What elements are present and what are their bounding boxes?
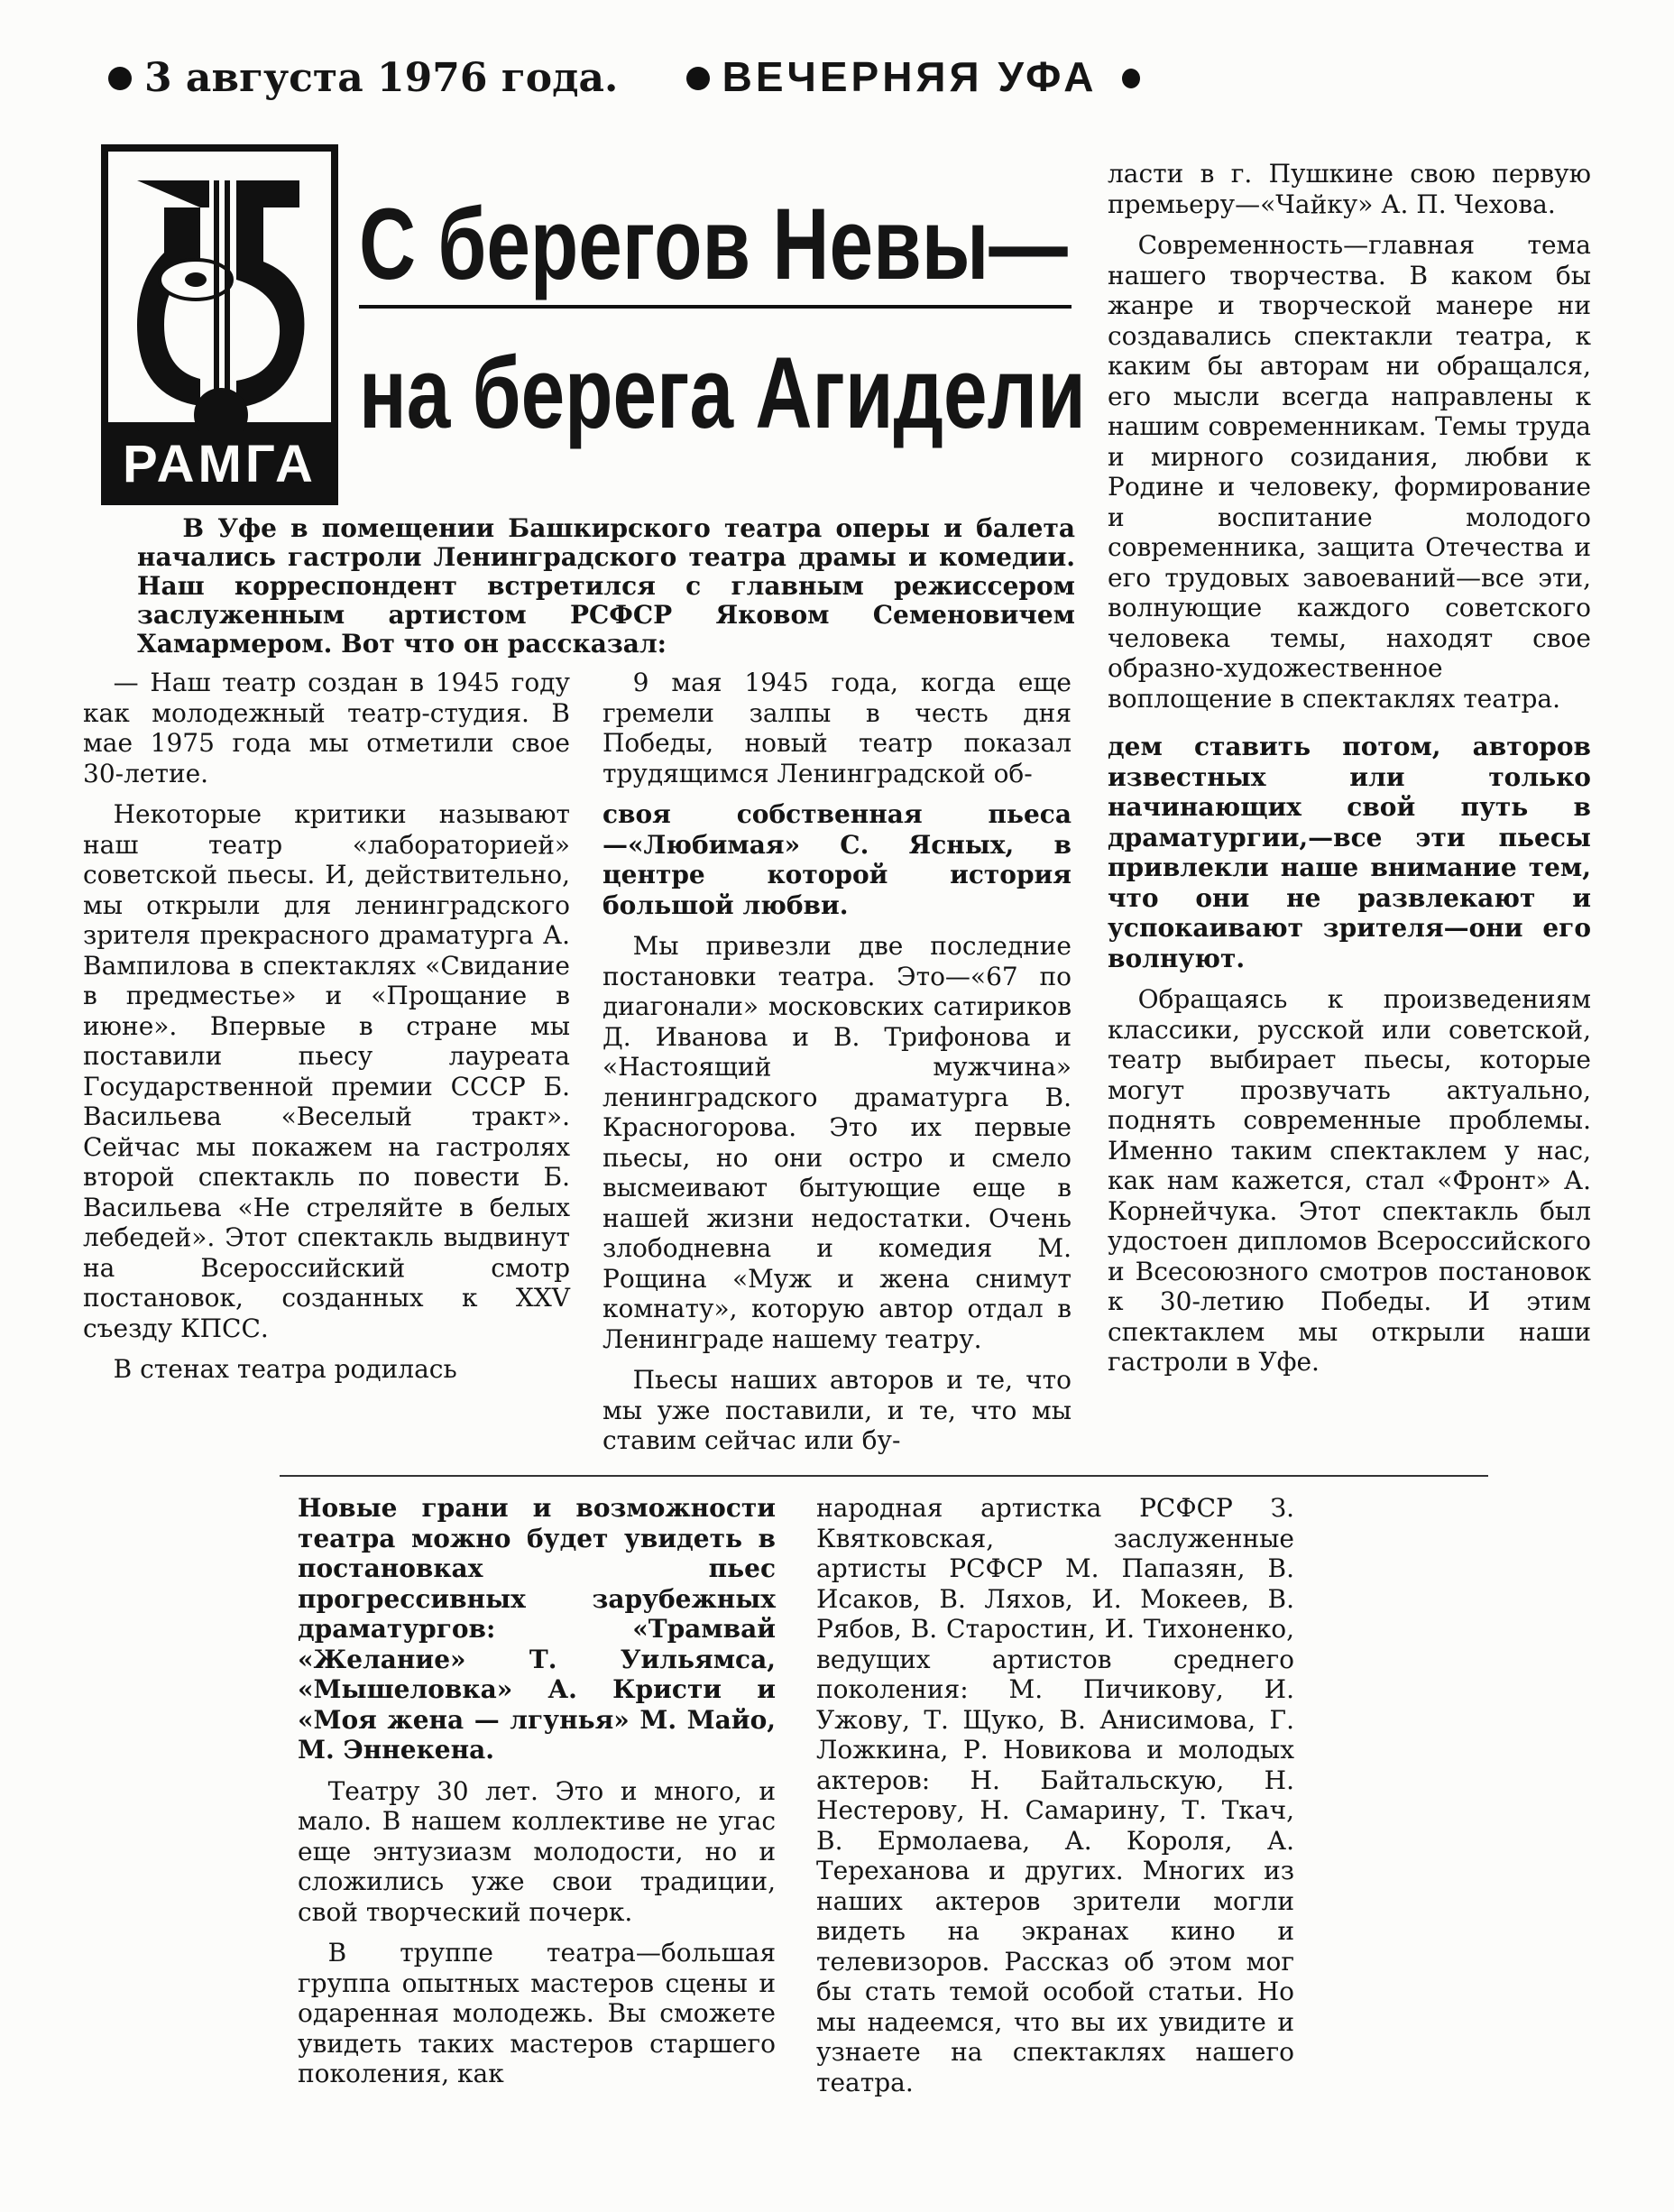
issue-date: 3 августа 1976 года. [144,55,619,101]
article-column-2 [602,668,1072,1467]
paragraph: народная артистка РСФСР З. Квятковская, заслуженные артисты РСФСР М. Папазян, В. Исаков, В. Ляхов, И. Мокеев, В. Рябов, В. Старостин, И. Тихоненко, ведущих артистов среднего поколения: М. Пичикову, И. Ужову, Т. Щуко, В. Анисимова, Г. Ложкина, Р. Новикова и молодых актеров: Н. Байтальскую, Н. Нестерову, Н. Самарину, Т. Ткач, В. Ермолаева, А. Короля, А. Тереханова и других. Многих из наших актеров зрители могли видеть на экранах кино и телевизоров. Рассказ об этом мог бы стать темой особой статьи. Но мы надеемся, что вы их увидите и узнаете на спектаклях нашего театра. [816,1493,1294,2097]
paragraph: Мы привезли две последние постановки театра. Это—«67 по диагонали» московских сатириков Д. Иванова и В. Трифонова и «Настоящий мужчина» ленинградского драматурга В. Красногорова. Это их первые пьесы, но они остро и смело высмеивают бытующие еще в нашей жизни недостатки. Очень злободневна и комедия М. Рощина «Муж и жена снимут комнату», которую автор отдал в Ленинграде нашему театру. [602,931,1072,1354]
article-column-3 [1108,159,1591,1388]
headline-rule [359,305,1072,309]
article-column-5 [816,1493,1294,2108]
article-column-1 [83,668,570,1396]
headline-line-1: С берегов Невы— [359,188,1068,300]
paragraph: В стенах театра родилась [113,1354,457,1384]
paragraph: Театру 30 лет. Это и много, и мало. В нашем коллективе не угас еще энтузиазм молодости, но и сложились уже свои традиции, свой творческий почерк. [298,1775,776,1927]
paragraph: ласти в г. Пушкине свою первую премьеру—«Чайку» А. П. Чехова. [1108,159,1591,219]
article-column-4 [298,1493,776,2100]
headline-line-2: на берега Агидели [359,336,1086,449]
lead-text: В Уфе в помещении Башкирского театра оперы и балета начались гастроли Ленинградского театра драмы и комедии. Наш корреспондент встретился с главным режиссером заслуженным артистом РСФСР Яковом Семеновичем Хамармером. Вот что он рассказал: [137,513,1075,659]
bullet-icon [686,67,710,90]
bullet-icon [108,67,132,90]
paragraph: — Наш театр создан в 1945 году как молодежный театр-студия. В мае 1975 года мы отметили свое 30-летие. [83,668,570,788]
theatre-logo [101,144,338,505]
paragraph: Современность—главная тема нашего творчества. В каком бы жанре и творческой манере ни создавались спектакли театра, к каким бы авторам ни обращался, его мысли всегда направлены к нашим современникам. Темы труда и мирного созидания, любви к Родине и человеку, формирование и воспитание молодого современника, защита Отечества и его трудовых завоеваний—все эти, волнующие каждого советского человека темы, находят свое образно-художественное воплощение в спектаклях театра. [1108,230,1591,714]
paragraph: 9 мая 1945 года, когда еще гремели залпы в честь дня Победы, новый театр показал трудящимся Ленинградской об- [602,668,1072,788]
paragraph: Обращаясь к произведениям классики, русской или советской, театр выбирает пьесы, которые могут прозвучать актуально, поднять современные проблемы. Именно таким спектаклем у нас, как нам кажется, стал «Фронт» А. Корнейчука. Этот спектакль был удостоен дипломов Всероссийского и Всесоюзного смотров постановок к 30-летию Победы. И этим спектаклем мы открыли наши гастроли в Уфе. [1108,984,1591,1377]
lead-paragraph [137,514,1075,659]
paragraph: Новые грани и возможности театра можно будет увидеть в постановках пьес прогрессивных зарубежных драматургов: «Трамвай «Желание» Т. Уильямса, «Мышеловка» А. Кристи и «Моя жена — лгунья» М. Майо, М. Эннекена. [298,1493,776,1765]
bullet-icon [1122,69,1140,88]
paragraph: В труппе театра—большая группа опытных мастеров сцены и одаренная молодежь. Вы сможете увидеть таких мастеров старшего поколения, как [298,1938,776,2088]
paragraph: Пьесы наших авторов и те, что мы уже поставили, и те, что мы ставим сейчас или бу- [602,1365,1072,1455]
logo-text: РАМГА [123,435,317,493]
paragraph: дем ставить потом, авторов известных или только начинающих свой путь в драматургии,—все эти пьесы привлекли наше внимание тем, что они не развлекают и успокаивают зрителя—они его волнуют. [1108,732,1591,973]
page-header [108,52,1153,101]
newspaper-name: ВЕЧЕРНЯЯ УФА [722,53,1098,100]
paragraph: Некоторые критики называют наш театр «лабораторией» советской пьесы. И, действительно, мы открыли для ленинградского зрителя прекрасного драматурга А. Вампилова в спектаклях «Свидание в предместье» и «Прощание в июне». Впервые в стране мы поставили пьесу лауреата Государственной премии СССР Б. Васильева «Веселый тракт». Сейчас мы покажем на гастролях второй спектакль по повести Б. Васильева «Не стреляйте в белых лебедей». Этот спектакль выдвинут на Всероссийский смотр постановок, созданных к XXV съезду КПСС. [83,799,570,1343]
section-divider [280,1475,1488,1477]
paragraph: своя собственная пьеса—«Любимая» С. Ясных, в центре которой история большой любви. [602,799,1072,920]
